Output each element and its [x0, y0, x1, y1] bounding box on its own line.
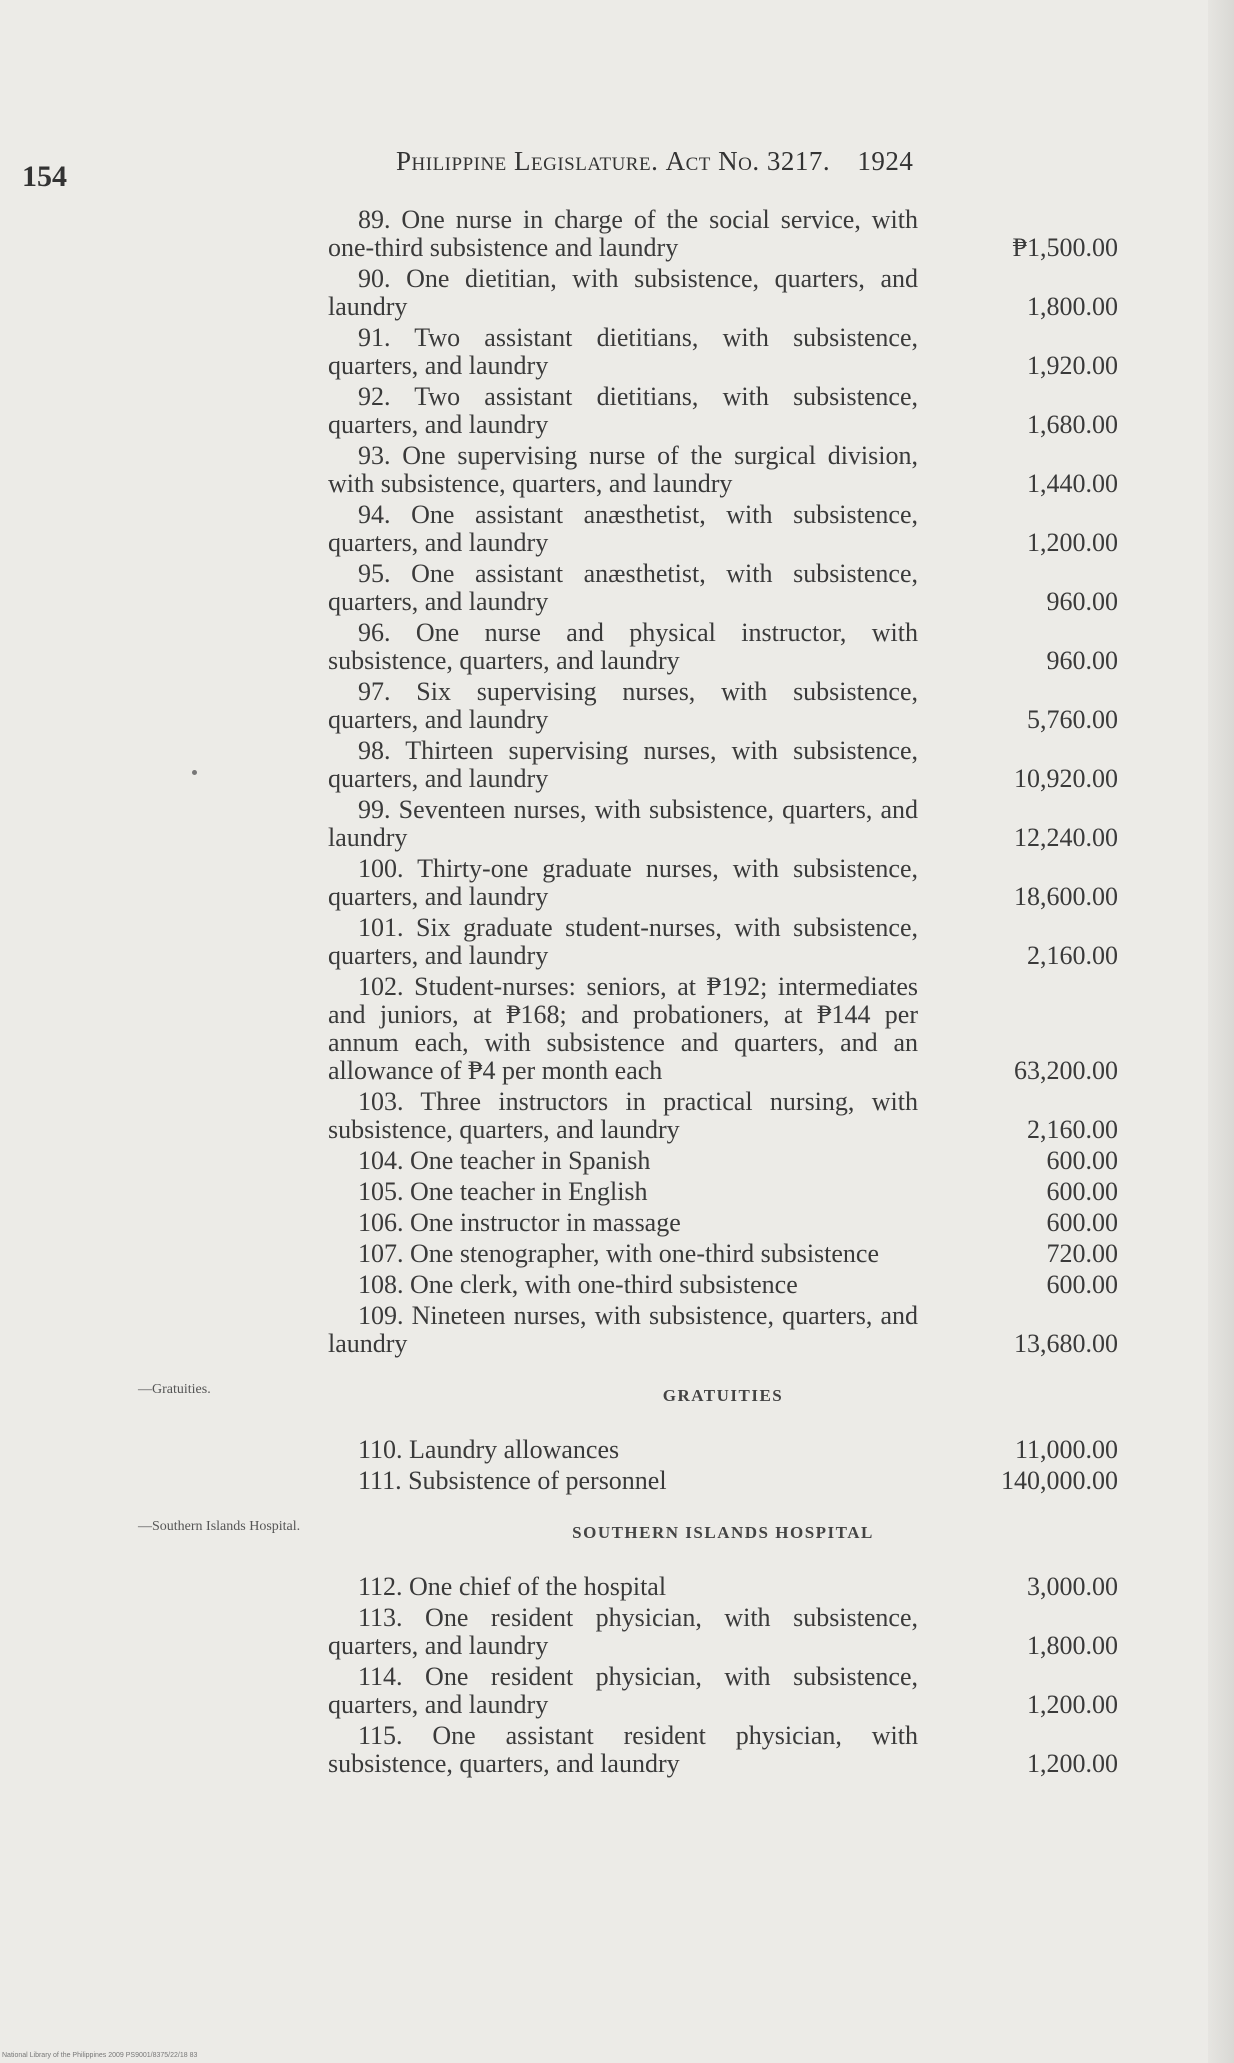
appropriation-item — [328, 1240, 1118, 1268]
item-amount: 960.00 — [1046, 646, 1118, 675]
appropriation-item — [328, 383, 1118, 439]
appropriation-item — [328, 1573, 1118, 1601]
appropriation-item — [328, 1604, 1118, 1660]
appropriation-item — [328, 1147, 1118, 1175]
item-amount: 1,200.00 — [1027, 1749, 1118, 1778]
item-amount: 960.00 — [1046, 587, 1118, 616]
appropriation-item — [328, 678, 1118, 734]
item-description: 89. One nurse in charge of the social service, with one-third subsistence and laundry — [328, 205, 918, 262]
appropriation-item — [328, 1088, 1118, 1144]
item-description: 95. One assistant anæsthetist, with subsistence, quarters, and laundry — [328, 559, 918, 616]
running-head-publication: Philippine Legislature. — [396, 146, 659, 176]
appropriation-item — [328, 973, 1118, 1085]
item-amount: 600.00 — [1046, 1177, 1118, 1206]
appropriation-item — [328, 1271, 1118, 1299]
appropriation-item — [328, 560, 1118, 616]
item-amount: 600.00 — [1046, 1146, 1118, 1175]
item-description: 109. Nineteen nurses, with subsistence, quarters, and laundry — [328, 1301, 918, 1358]
appropriation-item — [328, 324, 1118, 380]
item-amount: 1,920.00 — [1027, 351, 1118, 380]
appropriation-item — [328, 737, 1118, 793]
item-amount: 140,000.00 — [1001, 1466, 1118, 1495]
item-amount: 13,680.00 — [1014, 1329, 1118, 1358]
item-amount: 5,760.00 — [1027, 705, 1118, 734]
appropriation-item — [328, 914, 1118, 970]
item-description: 103. Three instructors in practical nursing, with subsistence, quarters, and laundry — [328, 1087, 918, 1144]
item-description: 108. One clerk, with one-third subsistence — [358, 1270, 798, 1299]
appropriation-item — [328, 796, 1118, 852]
item-description: 102. Student-nurses: seniors, at ₱192; intermediates and juniors, at ₱168; and probationers, at ₱144 per annum each, with subsistence and quarters, and an allowance of ₱4 per month each — [328, 972, 918, 1085]
appropriation-item — [328, 501, 1118, 557]
item-description: 98. Thirteen supervising nurses, with subsistence, quarters, and laundry — [328, 736, 918, 793]
item-amount: 2,160.00 — [1027, 941, 1118, 970]
section-heading-block — [138, 1382, 1118, 1410]
page-edge-shadow — [1208, 0, 1234, 2063]
item-amount: 1,440.00 — [1027, 469, 1118, 498]
appropriation-item — [328, 442, 1118, 498]
item-amount: 3,000.00 — [1027, 1572, 1118, 1601]
item-amount: 2,160.00 — [1027, 1115, 1118, 1144]
item-amount: 11,000.00 — [1014, 1435, 1118, 1464]
margin-note: —Southern Islands Hospital. — [138, 1519, 301, 1534]
item-description: 114. One resident physician, with subsistence, quarters, and laundry — [328, 1662, 918, 1719]
running-head — [396, 146, 913, 177]
item-description: 94. One assistant anæsthetist, with subsistence, quarters, and laundry — [328, 500, 918, 557]
item-amount: 600.00 — [1046, 1270, 1118, 1299]
item-description: 106. One instructor in massage — [358, 1208, 681, 1237]
item-description: 115. One assistant resident physician, with subsistence, quarters, and laundry — [328, 1721, 918, 1778]
appropriation-item — [328, 855, 1118, 911]
item-amount: 1,200.00 — [1027, 528, 1118, 557]
item-amount: 1,200.00 — [1027, 1690, 1118, 1719]
item-amount: 63,200.00 — [1014, 1056, 1118, 1085]
appropriation-item — [328, 1467, 1118, 1495]
appropriation-item — [328, 1722, 1118, 1778]
item-description: 91. Two assistant dietitians, with subsistence, quarters, and laundry — [328, 323, 918, 380]
item-description: 107. One stenographer, with one-third subsistence — [358, 1239, 880, 1268]
margin-note: —Gratuities. — [138, 1382, 211, 1397]
item-description: 93. One supervising nurse of the surgical division, with subsistence, quarters, and laundry — [328, 441, 918, 498]
item-amount: 1,800.00 — [1027, 292, 1118, 321]
section-title: SOUTHERN ISLANDS HOSPITAL — [572, 1523, 874, 1542]
item-amount: 600.00 — [1046, 1208, 1118, 1237]
item-description: 111. Subsistence of personnel — [358, 1466, 667, 1495]
item-amount: 720.00 — [1046, 1239, 1118, 1268]
appropriation-item — [328, 1209, 1118, 1237]
appropriation-list — [138, 205, 1118, 1781]
ink-speck — [192, 770, 197, 775]
item-description: 112. One chief of the hospital — [358, 1572, 667, 1601]
item-description: 104. One teacher in Spanish — [358, 1146, 651, 1175]
item-description: 100. Thirty-one graduate nurses, with subsistence, quarters, and laundry — [328, 854, 918, 911]
running-head-act: Act No. 3217. — [665, 146, 831, 176]
item-amount: 1,800.00 — [1027, 1631, 1118, 1660]
item-description: 99. Seventeen nurses, with subsistence, quarters, and laundry — [328, 795, 918, 852]
item-description: 105. One teacher in English — [358, 1177, 648, 1206]
item-description: 96. One nurse and physical instructor, with subsistence, quarters, and laundry — [328, 618, 918, 675]
scan-footer-credit: National Library of the Philippines 2009 PS9001/8375/22/18 83 — [2, 2052, 198, 2059]
item-description: 110. Laundry allowances — [358, 1435, 620, 1464]
item-description: 113. One resident physician, with subsistence, quarters, and laundry — [328, 1603, 918, 1660]
appropriation-item — [328, 1663, 1118, 1719]
item-amount: ₱1,500.00 — [1012, 233, 1118, 262]
item-description: 97. Six supervising nurses, with subsistence, quarters, and laundry — [328, 677, 918, 734]
page-number: 154 — [22, 160, 67, 193]
section-heading-block — [138, 1519, 1118, 1547]
appropriation-item — [328, 206, 1118, 262]
item-amount: 12,240.00 — [1014, 823, 1118, 852]
item-description: 101. Six graduate student-nurses, with subsistence, quarters, and laundry — [328, 913, 918, 970]
item-description: 92. Two assistant dietitians, with subsistence, quarters, and laundry — [328, 382, 918, 439]
running-head-year: 1924 — [857, 146, 914, 176]
item-description: 90. One dietitian, with subsistence, quarters, and laundry — [328, 264, 918, 321]
appropriation-item — [328, 265, 1118, 321]
section-title: GRATUITIES — [662, 1386, 784, 1405]
appropriation-item — [328, 1178, 1118, 1206]
item-amount: 18,600.00 — [1014, 882, 1118, 911]
appropriation-item — [328, 1302, 1118, 1358]
appropriation-item — [328, 619, 1118, 675]
item-amount: 10,920.00 — [1014, 764, 1118, 793]
appropriation-item — [328, 1436, 1118, 1464]
item-amount: 1,680.00 — [1027, 410, 1118, 439]
